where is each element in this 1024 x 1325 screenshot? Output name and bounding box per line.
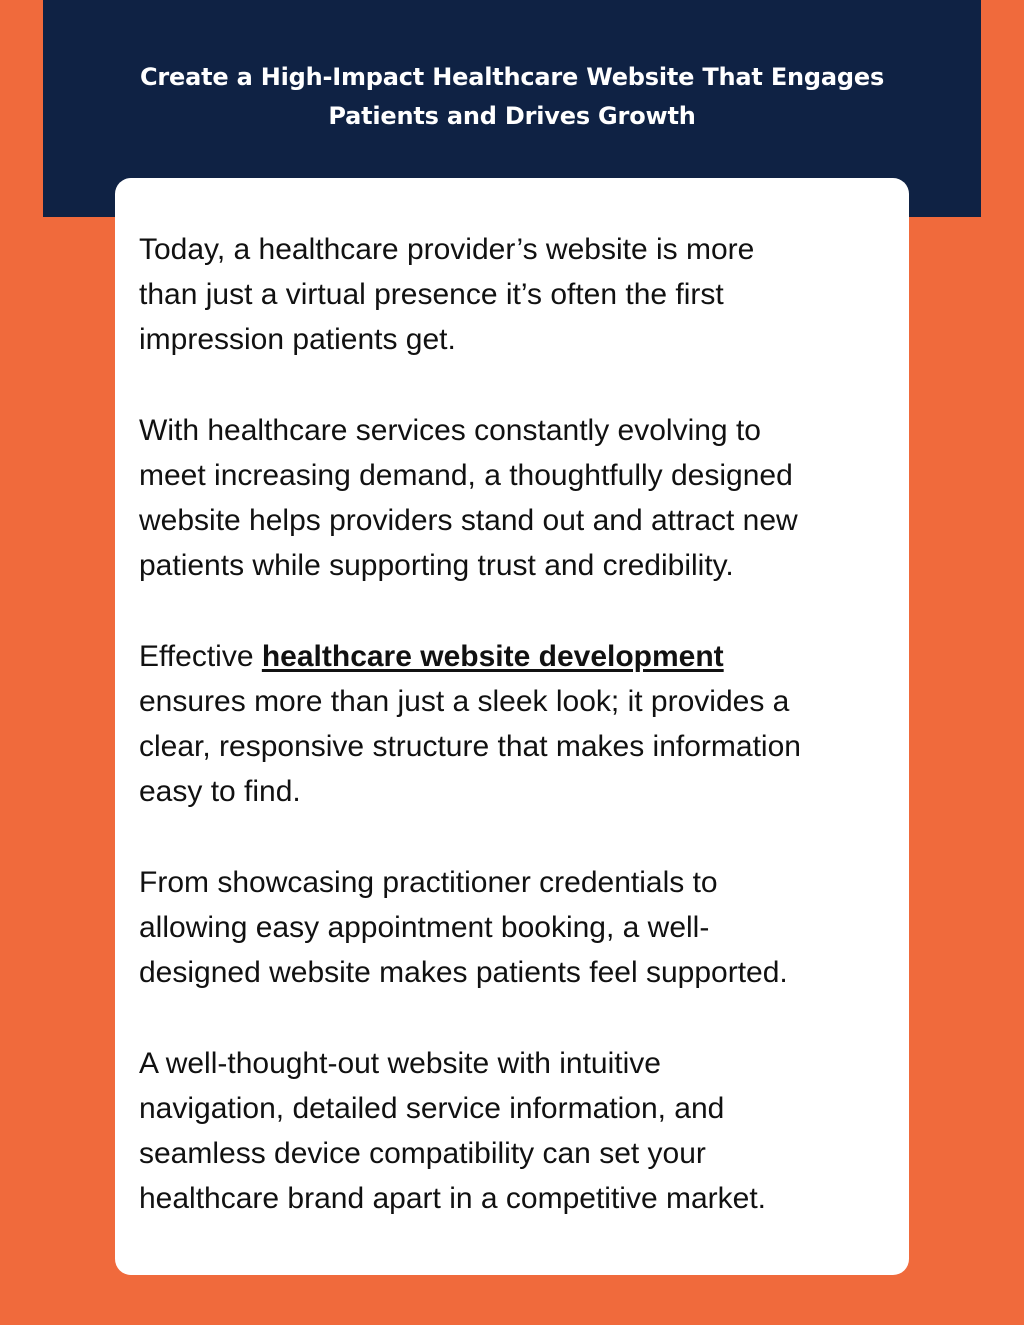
text-line: than just a virtual presence it’s often the first bbox=[139, 278, 724, 312]
text-line: ensures more than just a sleek look; it provides a bbox=[139, 685, 790, 718]
paragraph-features bbox=[139, 860, 899, 996]
article-body bbox=[139, 227, 899, 1267]
text-line: With healthcare services constantly evolving to bbox=[139, 413, 761, 447]
text-line: easy to find. bbox=[139, 775, 301, 809]
text-line-with-link bbox=[139, 634, 899, 679]
text-line: Today, a healthcare provider’s website is more bbox=[139, 233, 755, 266]
text-line: From showcasing practitioner credentials to bbox=[139, 865, 718, 899]
text-line: designed website makes patients feel supported. bbox=[139, 956, 788, 990]
title-line: Create a High-Impact Healthcare Website That Engages bbox=[139, 63, 885, 91]
paragraph-development bbox=[139, 634, 899, 815]
title-line: Patients and Drives Growth bbox=[328, 102, 696, 130]
text-line: allowing easy appointment booking, a well- bbox=[139, 911, 710, 944]
text-line: website helps providers stand out and attract new bbox=[139, 504, 798, 538]
paragraph-intro bbox=[139, 227, 899, 363]
paragraph-conclusion bbox=[139, 1041, 899, 1222]
text-line: navigation, detailed service information, and bbox=[139, 1091, 725, 1125]
text-line: impression patients get. bbox=[139, 323, 456, 357]
text-line: A well-thought-out website with intuitive bbox=[139, 1046, 661, 1080]
healthcare-website-development-link[interactable]: healthcare website development bbox=[261, 639, 724, 673]
link-prefix: Effective bbox=[139, 639, 262, 673]
page-title bbox=[43, 58, 981, 136]
text-line: meet increasing demand, a thoughtfully designed bbox=[139, 459, 793, 492]
text-line: seamless device compatibility can set your bbox=[139, 1137, 706, 1170]
text-line: patients while supporting trust and credibility. bbox=[139, 549, 734, 583]
text-line: healthcare brand apart in a competitive market. bbox=[139, 1182, 766, 1216]
text-line: clear, responsive structure that makes information bbox=[139, 730, 801, 764]
paragraph-services bbox=[139, 408, 899, 589]
